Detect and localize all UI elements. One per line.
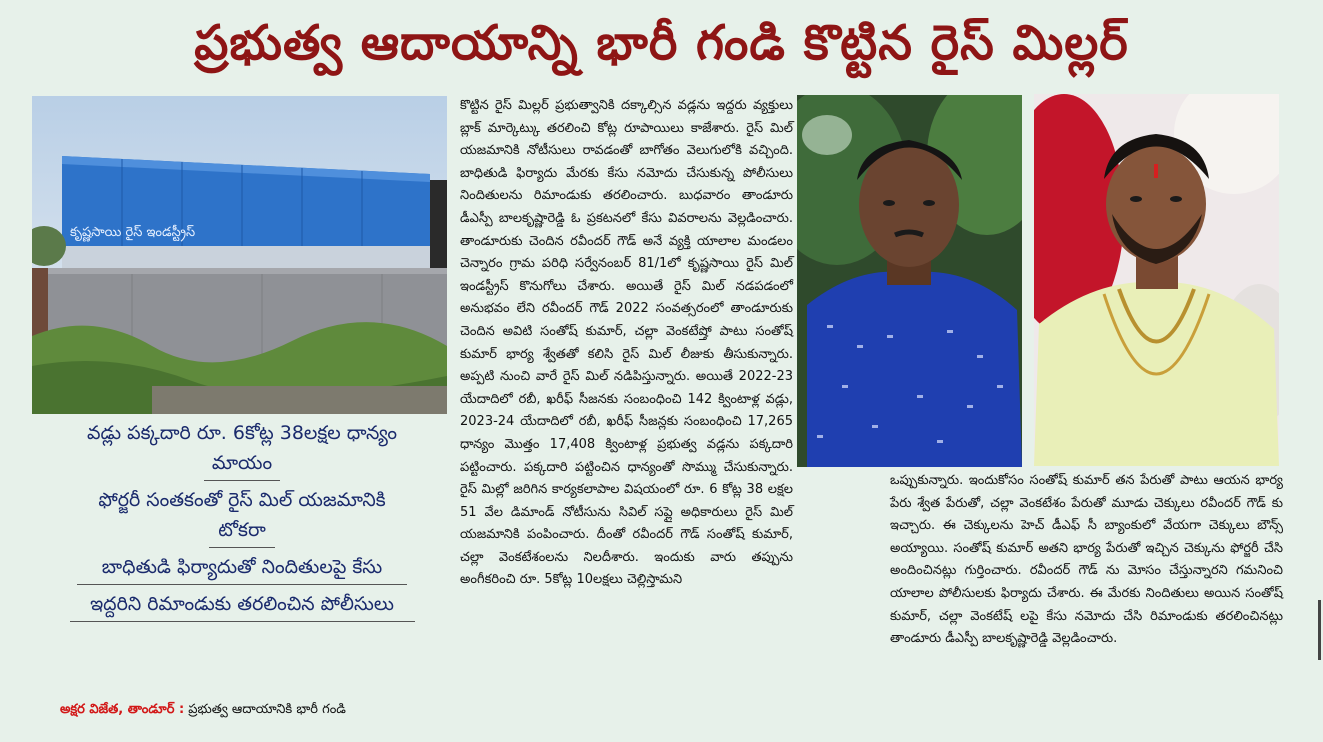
article-text: ఒప్పుకున్నారు. ఇందుకోసం సంతోష్ కుమార్ తన పేరుతో పాటు ఆయన భార్య పేరు శ్వేత పేరుతో, చల్లా వెంకటేశం పేరుతో మూడు చెక్కులు రవీందర్ గౌడ్ కు ఇచ్చారు. ఈ చెక్కులను హెచ్ డీఎఫ్ సీ బ్యాంకులో వేయగా చెక్కులు బౌన్స్ అయ్యాయి. సంతోష్ కుమార్ అతని భార్య పేరుతో ఇచ్చిన చెక్కును ఫోర్జరీ చేసి అందించినట్లు గుర్తించారు. రవీందర్ గౌడ్ ను మోసం చేస్తున్నారని గమనించి యాలాల పోలీసులకు ఫిర్యాదు చేశారు. ఈ మేరకు నిందితులు అయిన సంతోష్ కుమార్, చల్లా వెంకటేష్ లపై కేసు నమోదు చేసి రిమాండుకు తరలించినట్లు తాండూరు డీఎస్పీ బాలకృష్ణారెడ్డి వెల్లడించారు. (890, 473, 1283, 647)
highlight-line: బాధితుడి ఫిర్యాదుతో నిందితులపై కేసు (101, 556, 383, 578)
highlight-line: ఇద్దరిని రిమాండుకు తరలించిన పోలీసులు (90, 593, 394, 615)
highlight-line: టోకరా (218, 519, 266, 541)
article-text: కొట్టిన రైస్ మిల్లర్ ప్రభుత్వానికి దక్కాల్సిన వడ్లను ఇద్దరు వ్యక్తులు బ్లాక్ మార్కెట్కు తరలించి కోట్ల రూపాయిలు కాజేశారు. రైస్ మిల్ యజమానికి నోటీసులు రావడంతో బాగోతం వెలుగులోకి వచ్చింది. బాధితుడి ఫిర్యాదు మేరకు కేసు నమోదు చేసుకున్న పోలీసులు నిందితులను రిమాండుకు తరలించారు. బుధవారం తాండూరు డీఎస్పీ బాలకృష్ణారెడ్డి ఓ ప్రకటనలో కేసు వివరాలను వెల్లడించారు. తాండూరుకు చెందిన రవీందర్ గౌడ్ అనే వ్యక్తి యాలాల మండలం చెన్నారం గ్రామ పరిధి సర్వేనంబర్ 81/1లో కృష్ణసాయి రైస్ మిల్ ఇండస్ట్రీస్ కొనుగోలు చేశారు. అయితే రైస్ మిల్ నడపడంలో అనుభవం లేని రవీందర్ గౌడ్ 2022 సంవత్సరంలో తాండూరుకు చెందిన అవిటి సంతోష్ కుమార్, చల్లా వెంకటేష్తో పాటు సంతోష్ కుమార్ భార్య శ్వేతతో కలిసి రైస్ మిల్ లీజుకు తీసుకున్నారు. అప్పటి నుంచి వారే రైస్ మిల్ నడిపిస్తున్నారు. అయితే 2022-23 యేదాదిలో రబీ, ఖరీఫ్ సీజనకు సంబంధించి 142 క్వింటాళ్ల వడ్లు, 2023-24 యేదాదిలో రబీ, ఖరీఫ్ సీజన్లకు సంబంధించి 17,265 ధాన్యం మొత్తం 17,408 క్వింటాళ్ల ప్రభుత్వ వడ్లను పక్కదారి పట్టించారు. పక్కదారి పట్టించిన ధాన్యంతో సొమ్ము చేసుకున్నారు. రైస్ మిల్లో జరిగిన కార్యకలాపాల విషయంలో రూ. 6 కోట్ల 38 లక్షల 51 వేల డిమాండ్ నోటీసును సివిల్ సప్లై అధికారులు రైస్ మిల్ యజమానికి పంపించారు. దీంతో రవీందర్ గౌడ్ సంతోష్ కుమార్, చల్లా వెంకటేశంలను నిలదీశారు. ఇందుకు వారు తప్పును అంగీకరించి రూ. 5కోట్ల 10లక్షలు చెల్లిస్తామని (460, 98, 793, 588)
mill-sign-text: కృష్ణసాయి రైస్ ఇండస్ట్రీస్ (70, 225, 196, 240)
rice-mill-photo (32, 96, 447, 414)
byline-text: ప్రభుత్వ ఆదాయానికి భారీ గండి (188, 702, 346, 717)
highlight-divider (209, 547, 275, 548)
story-highlights (32, 418, 452, 626)
highlight-line: ఫోర్జరీ సంతకంతో రైస్ మిల్ యజమానికి (98, 489, 386, 511)
byline (60, 700, 450, 720)
byline-name: అక్షర విజేత, తాండూర్ : (60, 702, 185, 717)
accused-photo-2 (1034, 94, 1279, 466)
scroll-edge (1318, 600, 1321, 660)
highlight-divider (70, 621, 415, 622)
highlight-line: వడ్లు పక్కదారి రూ. 6కోట్ల 38లక్షల ధాన్యం (86, 422, 398, 444)
article-column-middle (460, 95, 793, 592)
highlight-divider (77, 584, 407, 585)
article-column-right (890, 470, 1283, 651)
accused-photo-1 (797, 95, 1022, 467)
highlight-line: మాయం (211, 452, 273, 474)
highlight-divider (204, 480, 280, 481)
page-title: ప్రభుత్వ ఆదాయాన్ని భారీ గండి కొట్టిన రైస్ మిల్లర్ (194, 15, 1129, 71)
